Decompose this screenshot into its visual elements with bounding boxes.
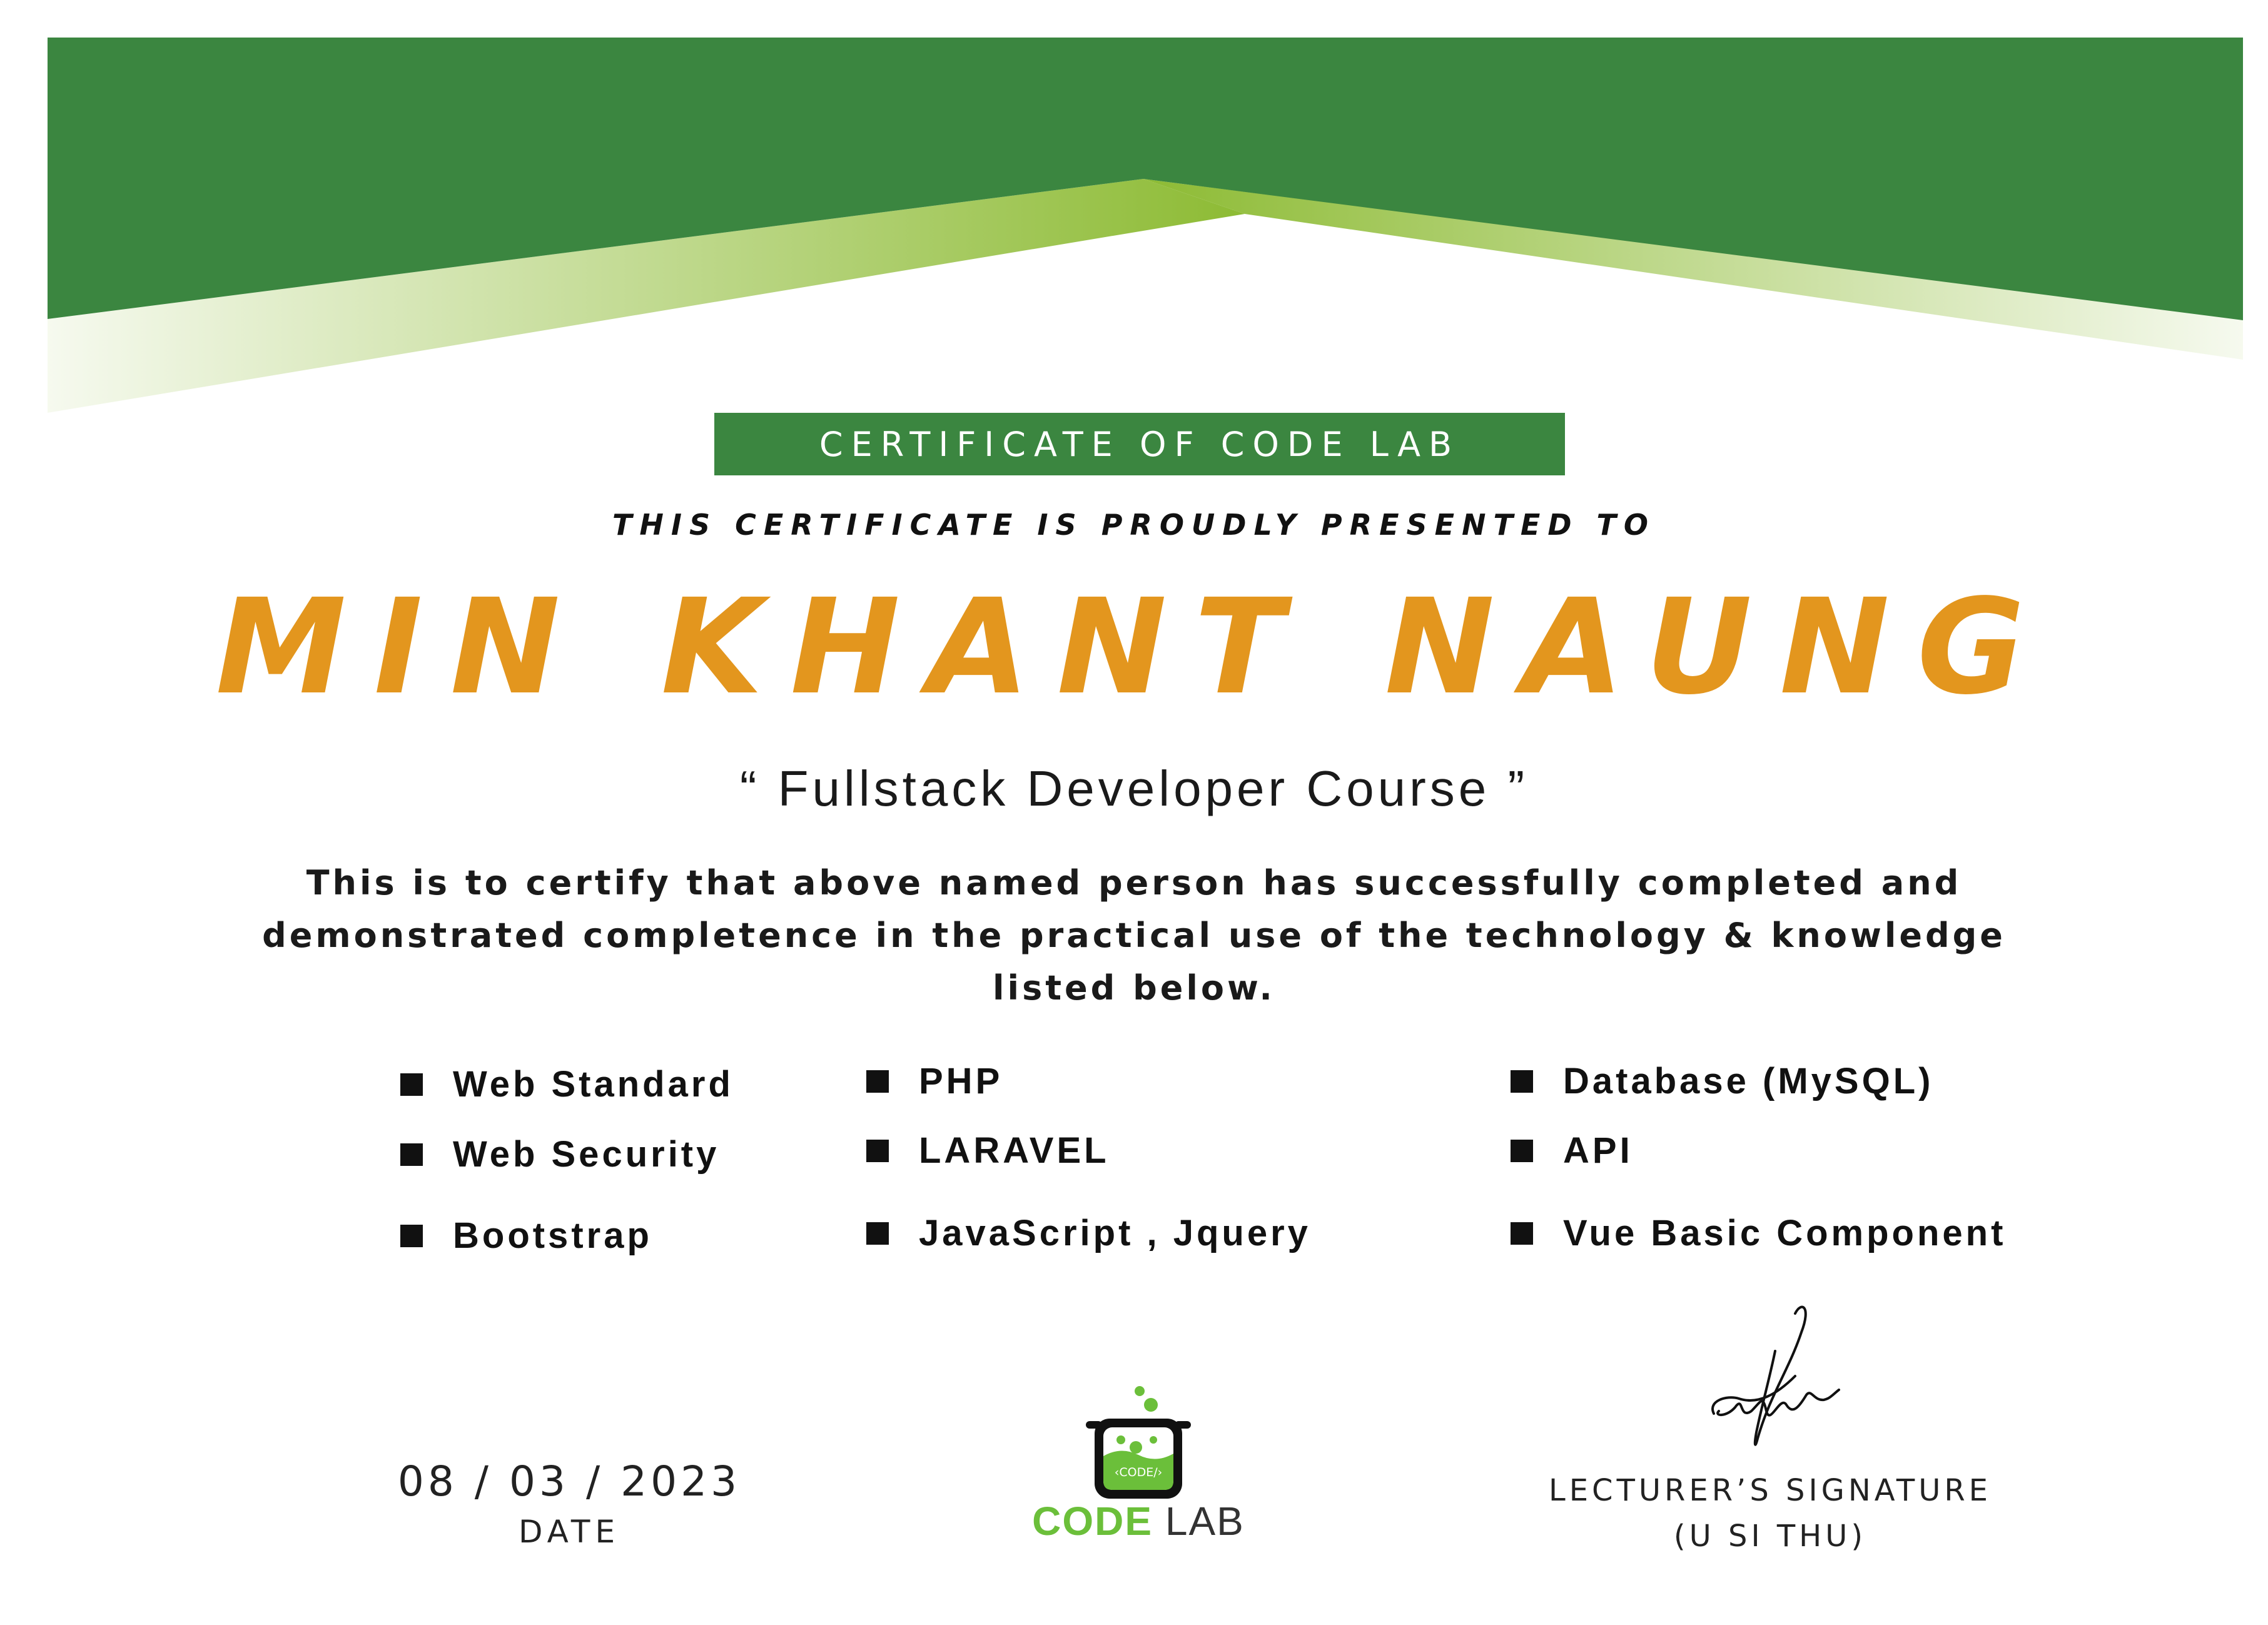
skill-label: LARAVEL bbox=[919, 1130, 1110, 1171]
skill-item bbox=[866, 1130, 1110, 1172]
course-title: “ Fullstack Developer Course ” bbox=[739, 761, 1529, 816]
presented-to-line: THIS CERTIFICATE IS PROUDLY PRESENTED TO bbox=[612, 508, 1656, 542]
skill-item bbox=[866, 1212, 1311, 1254]
issue-date: 08 / 03 / 2023 bbox=[397, 1457, 741, 1506]
top-banner-decoration bbox=[0, 0, 2268, 438]
bullet-square-icon bbox=[1511, 1140, 1533, 1162]
skill-item bbox=[400, 1133, 719, 1175]
brand-lab-text: LAB bbox=[1153, 1499, 1245, 1544]
skill-item bbox=[1511, 1212, 2006, 1254]
bullet-square-icon bbox=[866, 1222, 889, 1245]
brand-code-text: CODE bbox=[1032, 1499, 1153, 1544]
skill-item bbox=[400, 1215, 652, 1257]
skill-item bbox=[1511, 1130, 1633, 1172]
signature-name: (U SI THU) bbox=[1673, 1519, 1867, 1554]
skill-label: JavaScript , Jquery bbox=[919, 1213, 1311, 1253]
certificate-title: CERTIFICATE OF CODE LAB bbox=[819, 424, 1461, 464]
logo-inner-text: ‹CODE/› bbox=[1114, 1466, 1163, 1479]
certification-statement: This is to certify that above named person has successfully completed and demonstrated completence in the practical use of the technology & knowledge listed below. bbox=[262, 863, 2006, 1008]
date-label: DATE bbox=[518, 1514, 620, 1550]
code-lab-flask-icon bbox=[1076, 1382, 1201, 1507]
skill-label: Bootstrap bbox=[453, 1215, 652, 1256]
skill-label: PHP bbox=[919, 1061, 1003, 1101]
bullet-square-icon bbox=[866, 1140, 889, 1162]
recipient-name: MIN KHANT NAUNG bbox=[215, 570, 2053, 724]
skill-label: Web Security bbox=[453, 1134, 720, 1175]
bullet-square-icon bbox=[866, 1070, 889, 1093]
skill-item bbox=[400, 1063, 734, 1105]
skill-item bbox=[866, 1060, 1003, 1102]
bullet-square-icon bbox=[400, 1225, 423, 1247]
bullet-square-icon bbox=[400, 1143, 423, 1166]
signature-label: LECTURER’S SIGNATURE bbox=[1548, 1473, 1992, 1508]
bullet-square-icon bbox=[1511, 1070, 1533, 1093]
bullet-square-icon bbox=[400, 1073, 423, 1096]
skill-label: Web Standard bbox=[453, 1064, 734, 1105]
bullet-square-icon bbox=[1511, 1222, 1533, 1245]
skill-item bbox=[1511, 1060, 1933, 1102]
skill-label: Vue Basic Component bbox=[1563, 1213, 2007, 1253]
lecturer-signature-image bbox=[1701, 1301, 1845, 1464]
code-lab-brand bbox=[976, 1499, 1301, 1544]
skill-label: Database (MySQL) bbox=[1563, 1061, 1934, 1101]
certificate-title-badge bbox=[714, 413, 1565, 475]
skill-label: API bbox=[1563, 1130, 1633, 1171]
